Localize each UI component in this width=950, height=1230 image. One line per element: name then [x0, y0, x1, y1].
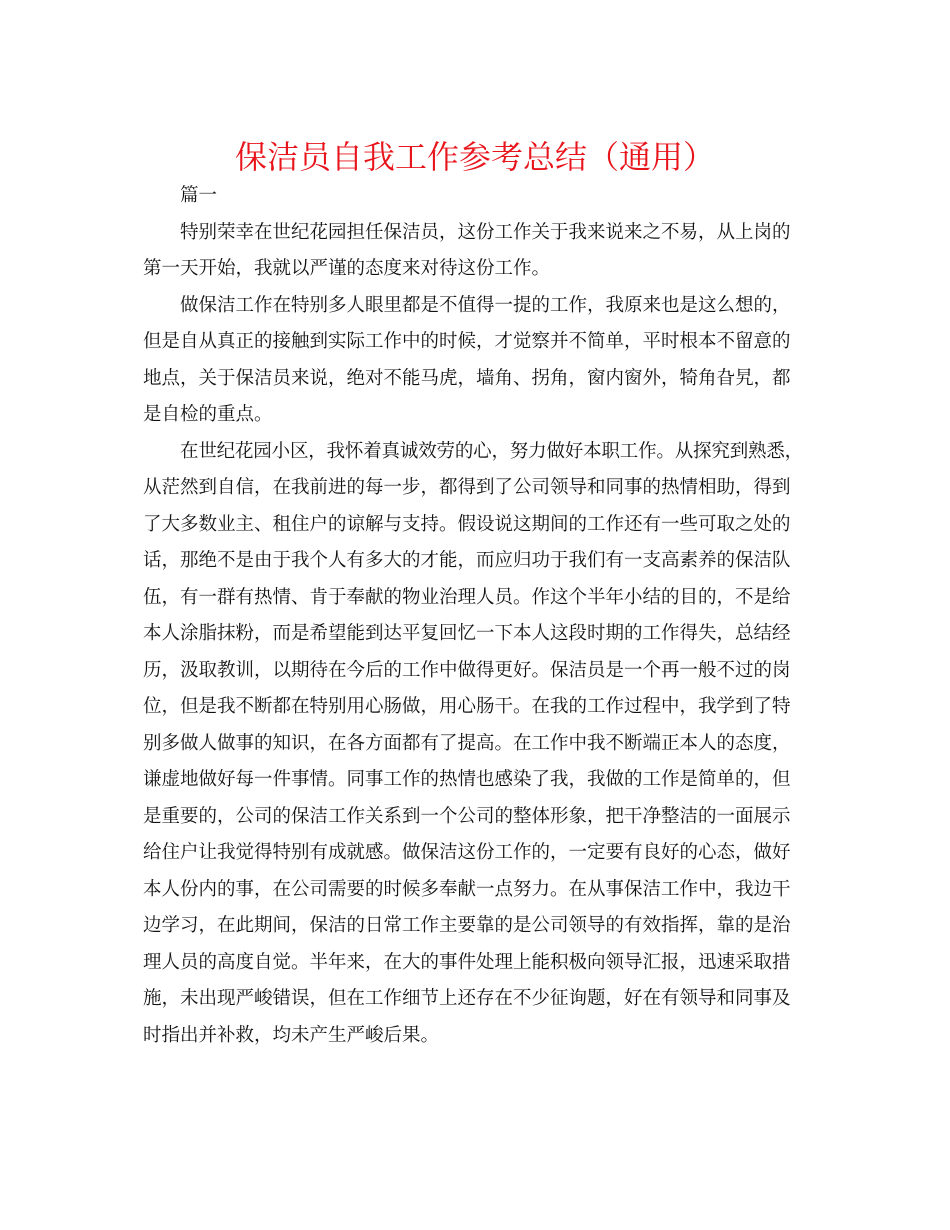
text-line: 特别荣幸在世纪花园担任保洁员，这份工作关于我来说来之不易，从上岗的	[180, 221, 791, 243]
document-title: 保洁员自我工作参考总结（通用）	[234, 138, 715, 176]
text-line: 位，但是我不断都在特别用心肠做，用心肠干。在我的工作过程中，我学到了特	[143, 696, 791, 717]
paragraph-3	[143, 434, 803, 1055]
text-line: 历，汲取教训，以期待在今后的工作中做得更好。保洁员是一个再一般不过的岗	[143, 659, 791, 681]
text-line: 做保洁工作在特别多人眼里都是不值得一提的工作，我原来也是这么想的，	[180, 294, 791, 316]
text-line: 别多做人做事的知识，在各方面都有了提高。在工作中我不断端正本人的态度，	[143, 732, 791, 754]
text-line: 给住户让我觉得特别有成就感。做保洁这份工作的，一定要有良好的心态，做好	[143, 842, 791, 863]
text-line: 是自检的重点。	[143, 404, 273, 425]
text-line: 伍，有一群有热情、肯于奉献的物业治理人员。作这个半年小结的目的，不是给	[143, 586, 791, 608]
text-line: 是重要的，公司的保洁工作关系到一个公司的整体形象，把干净整洁的一面展示	[143, 805, 791, 827]
text-line: 了大多数业主、租住户的谅解与支持。假设说这期间的工作还有一些可取之处的	[143, 513, 791, 535]
text-line: 话，那绝不是由于我个人有多大的才能，而应归功于我们有一支高素养的保洁队	[143, 550, 791, 571]
text-line: 本人涂脂抹粉，而是希望能到达平复回忆一下本人这段时期的工作得失，总结经	[143, 623, 791, 644]
document-body	[143, 178, 803, 1054]
paragraph-1	[143, 215, 803, 288]
text-line: 地点，关于保洁员来说，绝对不能马虎，墙角、拐角，窗内窗外，犄角旮旯，都	[143, 367, 791, 389]
text-line: 从茫然到自信，在我前进的每一步，都得到了公司领导和同事的热情相助，得到	[143, 477, 791, 498]
text-line: 本人份内的事，在公司需要的时候多奉献一点努力。在从事保洁工作中，我边干	[143, 878, 791, 900]
text-line: 谦虚地做好每一件事情。同事工作的热情也感染了我，我做的工作是简单的，但	[143, 769, 791, 790]
paragraph-2	[143, 288, 803, 434]
text-line: 在世纪花园小区，我怀着真诚效劳的心，努力做好本职工作。从探究到熟悉，	[180, 440, 804, 462]
text-line: 边学习，在此期间，保洁的日常工作主要靠的是公司领导的有效指挥，靠的是治	[143, 915, 791, 936]
text-line: 第一天开始，我就以严谨的态度来对待这份工作。	[143, 258, 551, 279]
section-heading-text: 篇一	[180, 185, 218, 206]
section-heading	[143, 178, 803, 215]
text-line: 但是自从真正的接触到实际工作中的时候，才觉察并不简单，平时根本不留意的	[143, 331, 791, 352]
text-line: 时指出并补救，均未产生严峻后果。	[143, 1024, 440, 1046]
text-line: 施，未出现严峻错误，但在工作细节上还存在不少征询题，好在有领导和同事及	[143, 988, 791, 1009]
text-line: 理人员的高度自觉。半年来，在大的事件处理上能积极向领导汇报，迅速采取措	[143, 951, 791, 973]
